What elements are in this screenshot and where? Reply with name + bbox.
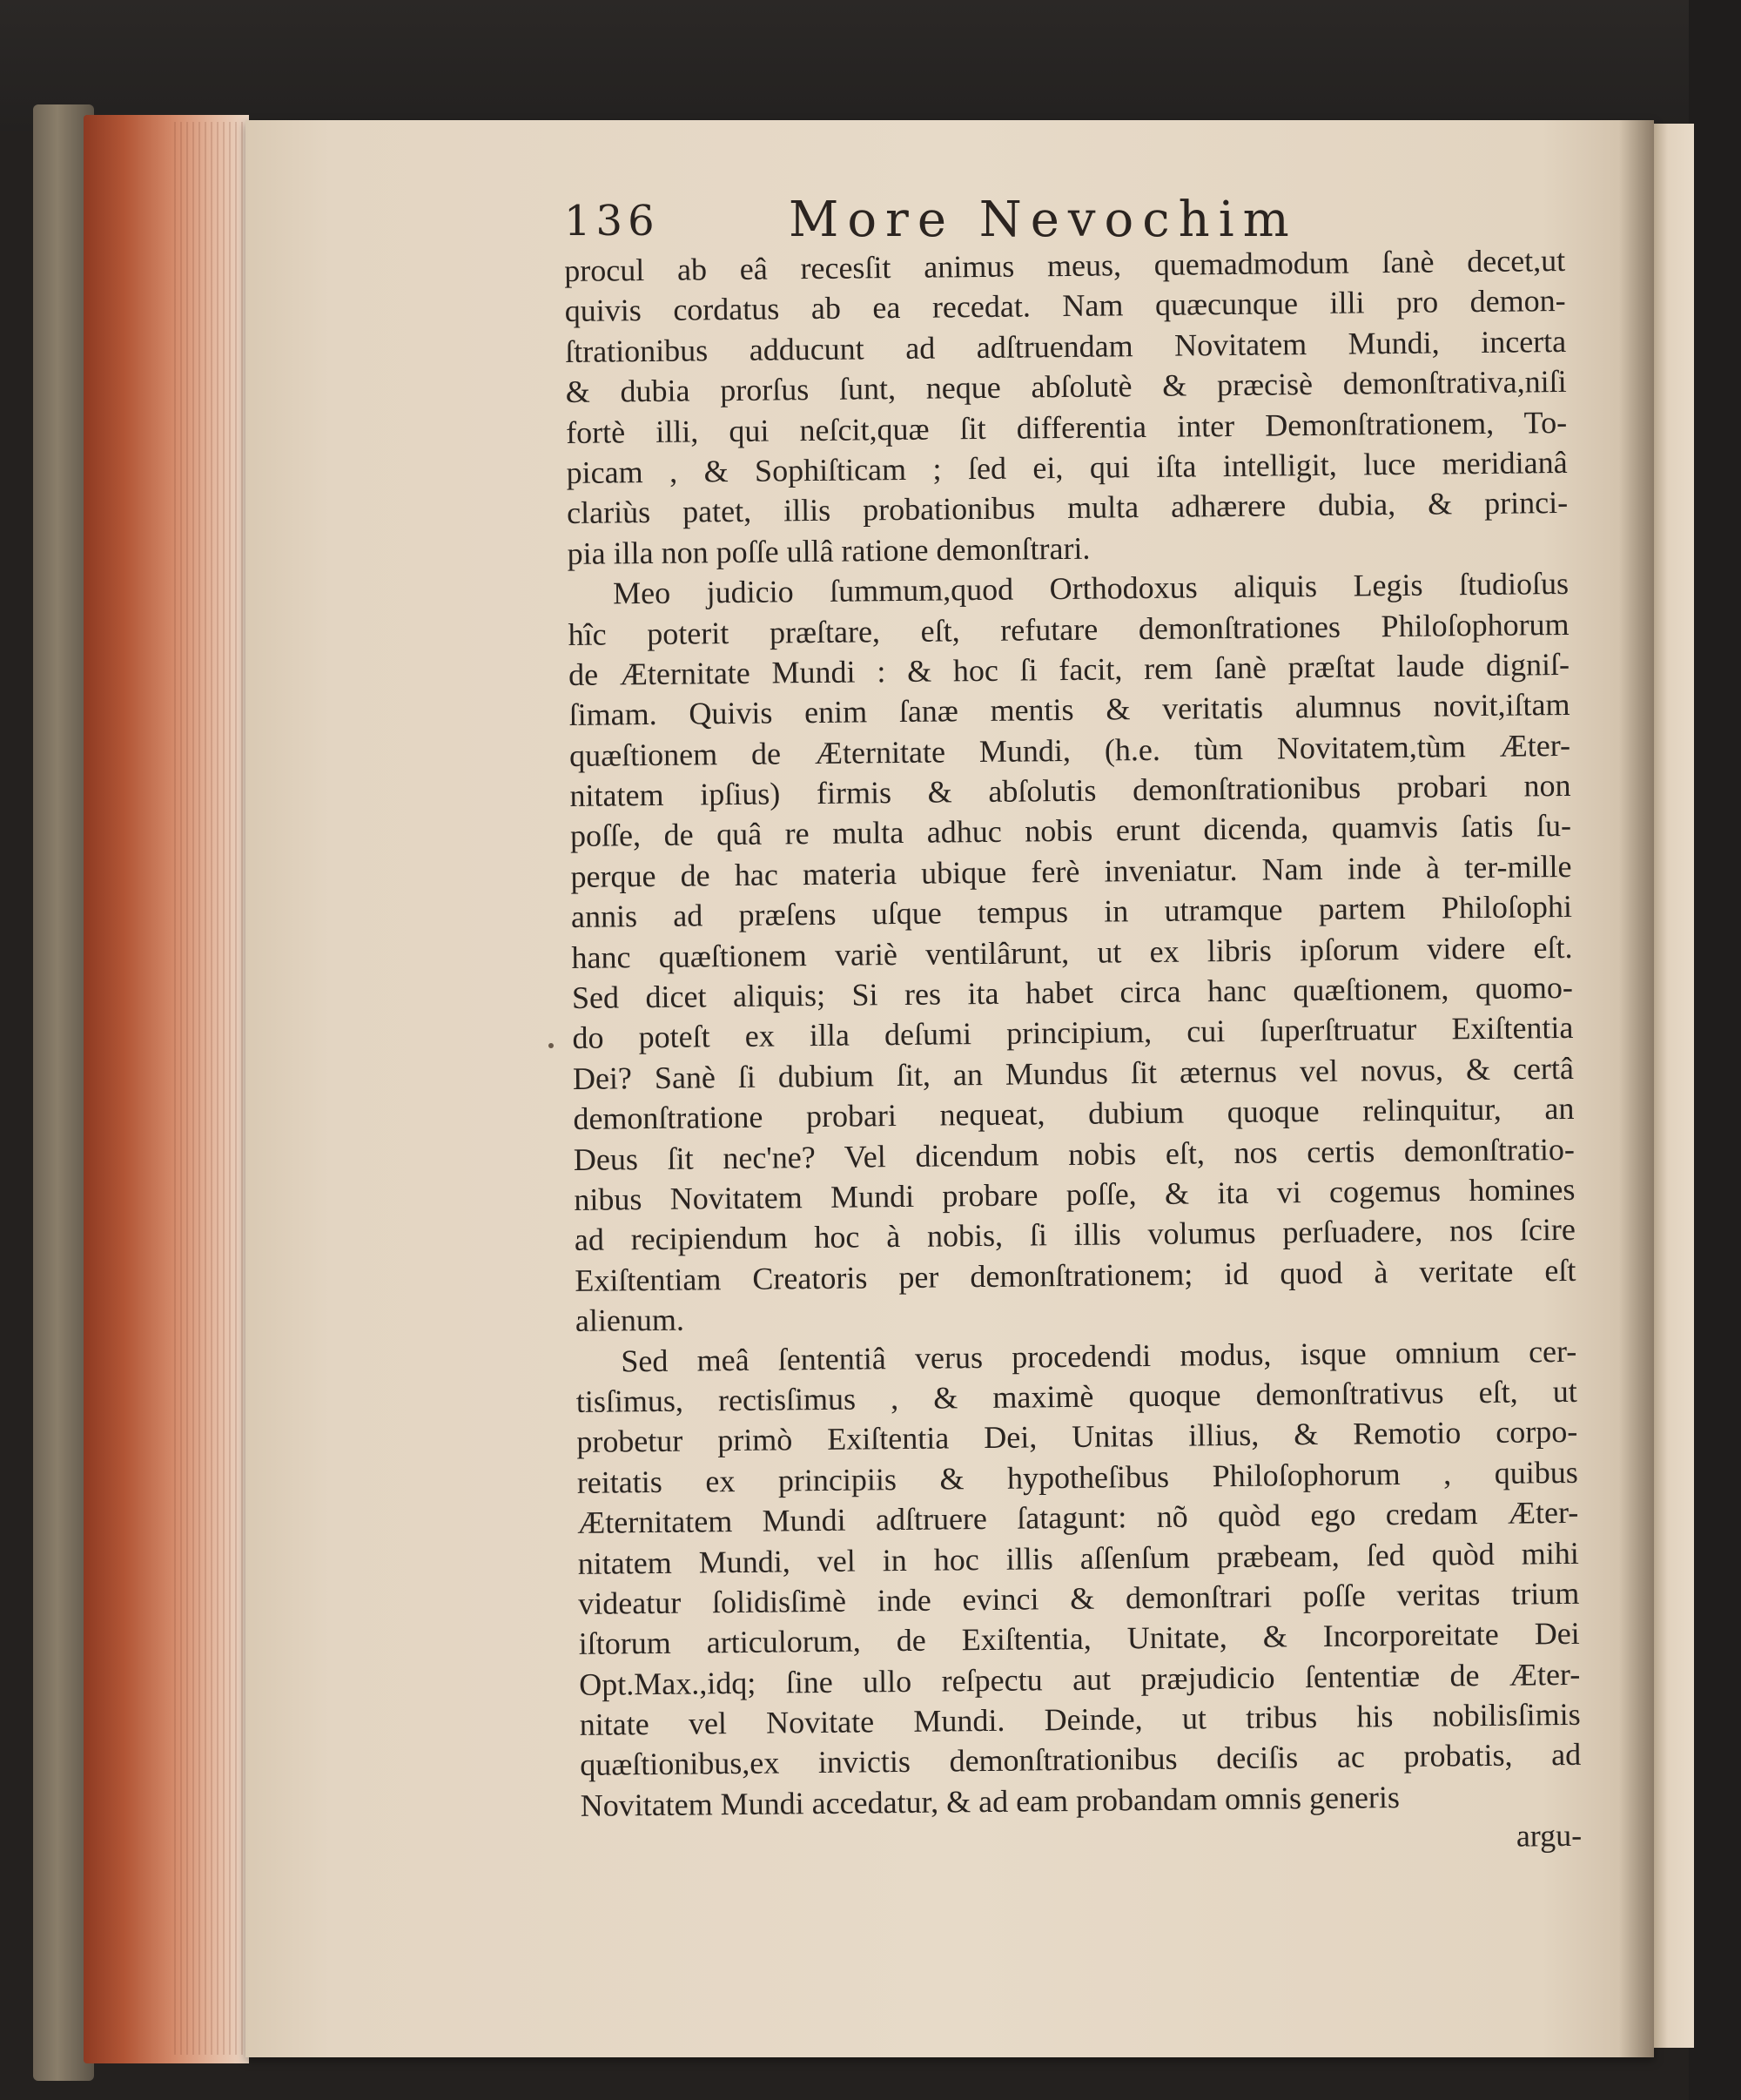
text-line: poſſe, de quâ re multa adhuc nobis erunt dicenda, quamvis ſatis ſu- [569,808,1572,854]
page-gutter-shadow [1619,120,1654,2057]
text-line: quæſtionibus,ex invictis demonſtrationibus deciſis ac probatis, ad [580,1737,1582,1783]
text-line: Æternitatem Mundi adſtruere ſatagunt: nõ quòd ego credam Æter- [577,1494,1579,1541]
text-line: probetur primò Exiſtentia Dei, Unitas illius, & Remotio corpo- [576,1414,1578,1460]
text-line: Sed meâ ſententiâ verus procedendi modus, isque omnium cer- [621,1333,1577,1378]
text-line: de Æternitate Mundi : & hoc ſi facit, rem ſanè præſtat laude digniſ- [568,646,1570,692]
facing-page-edge [1654,124,1694,2048]
book-cover-cloth [0,0,1741,131]
text-line: hîc poterit præſtare, eſt, refutare demonſtrationes Philoſophorum [568,606,1570,652]
text-line: pia illa non poſſe ullâ ratione demonſtrari. [567,530,1091,571]
text-line: nitatem Mundi, vel in hoc illis aſſenſum præbeam, ſed quòd mihi [577,1535,1579,1581]
text-line: Exiſtentiam Creatoris per demonſtrationem; id quod à veritate eſt [575,1252,1576,1298]
catchword: argu- [1516,1818,1583,1854]
text-line: hanc quæſtionem variè ventilârunt, ut ex libris ipſorum videre eſt. [571,929,1573,975]
text-line: ſtrationibus adducunt ad adſtruendam Novitatem Mundi, incerta [565,323,1567,369]
text-line: & dubia prorſus ſunt, neque abſolutè & præcisè demonſtrativa,niſi [565,364,1567,410]
text-line: Opt.Max.,idq; ſine ullo reſpectu aut præjudicio ſententiæ de Æter- [579,1656,1581,1702]
page-number: 136 [564,197,660,246]
text-line: videatur ſolidisſimè inde evinci & demonſtrari poſſe veritas trium [578,1575,1580,1621]
text-line: Novitatem Mundi accedatur, & ad eam probandam omnis generis [580,1779,1401,1823]
text-line: do poteſt ex illa deſumi principium, cui ſuperſtruatur Exiſtentia [572,1010,1574,1056]
text-line: procul ab eâ recesſit animus meus, quemadmodum ſanè decet,ut [564,242,1566,288]
margin-mark [548,1043,554,1048]
main-text [564,240,1582,1867]
text-line: nibus Novitatem Mundi probare poſſe, & ita vi cogemus homines [574,1171,1576,1217]
text-line: ſimam. Quivis enim ſanæ mentis & veritatis alumnus novit,iſtam [568,687,1570,733]
text-line: Sed dicet aliquis; Si res ita habet circa hanc quæſtionem, quomo- [571,969,1574,1015]
paragraph [564,240,1569,574]
text-line: Meo judicio ſummum,quod Orthodoxus aliquis Legis ſtudioſus [612,566,1570,611]
text-line: clariùs patet, illis probationibus multa adhærere dubia, & princi- [566,485,1569,531]
text-line: ad recipiendum hoc à nobis, ſi illis volumus perſuadere, nos ſcire [574,1212,1576,1258]
text-line: nitate vel Novitate Mundi. Deinde, ut tribus his nobilisſimis [579,1696,1581,1742]
text-line: quæſtionem de Æternitate Mundi, (h.e. tùm Novitatem,tùm Æter- [568,727,1571,773]
paragraph [568,563,1576,1341]
text-line: picam , & Sophiſticam ; ſed ei, qui iſta intelligit, luce meridianâ [566,444,1568,490]
text-line: tisſimus, rectisſimus , & maximè quoque demonſtrativus eſt, ut [575,1373,1577,1419]
text-line: quivis cordatus ab ea recedat. Nam quæcunque illi pro demon- [564,283,1566,329]
text-line: demonſtratione probari nequeat, dubium quoque relinquitur, an [573,1091,1575,1137]
book-cover-cloth-right [1689,0,1741,2100]
text-line: fortè illi, qui neſcit,quæ ſit differentia inter Demonſtrationem, To- [565,404,1568,450]
text-line: perque de hac materia ubique ferè inveniatur. Nam inde à ter-mille [570,848,1572,894]
text-line: Dei? Sanè ſi dubium ſit, an Mundus ſit æternus vel novus, & certâ [572,1050,1575,1096]
text-line: nitatem ipſius) firmis & abſolutis demonſtrationibus probari non [569,768,1571,814]
text-line: Deus ſit nec'ne? Vel dicendum nobis eſt, nos certis demonſtratio- [573,1131,1576,1177]
text-line: reitatis ex principiis & hypotheſibus Philoſophorum , quibus [576,1454,1578,1500]
page-edge-lines [174,122,244,2055]
text-line: annis ad præſens uſque tempus in utramque partem Philoſophi [570,889,1573,935]
running-title: More Nevochim [789,192,1298,248]
text-line: alienum. [575,1302,685,1339]
paragraph [575,1330,1582,1826]
text-line: iſtorum articulorum, de Exiſtentia, Unitate, & Incorporeitate Dei [578,1616,1580,1662]
